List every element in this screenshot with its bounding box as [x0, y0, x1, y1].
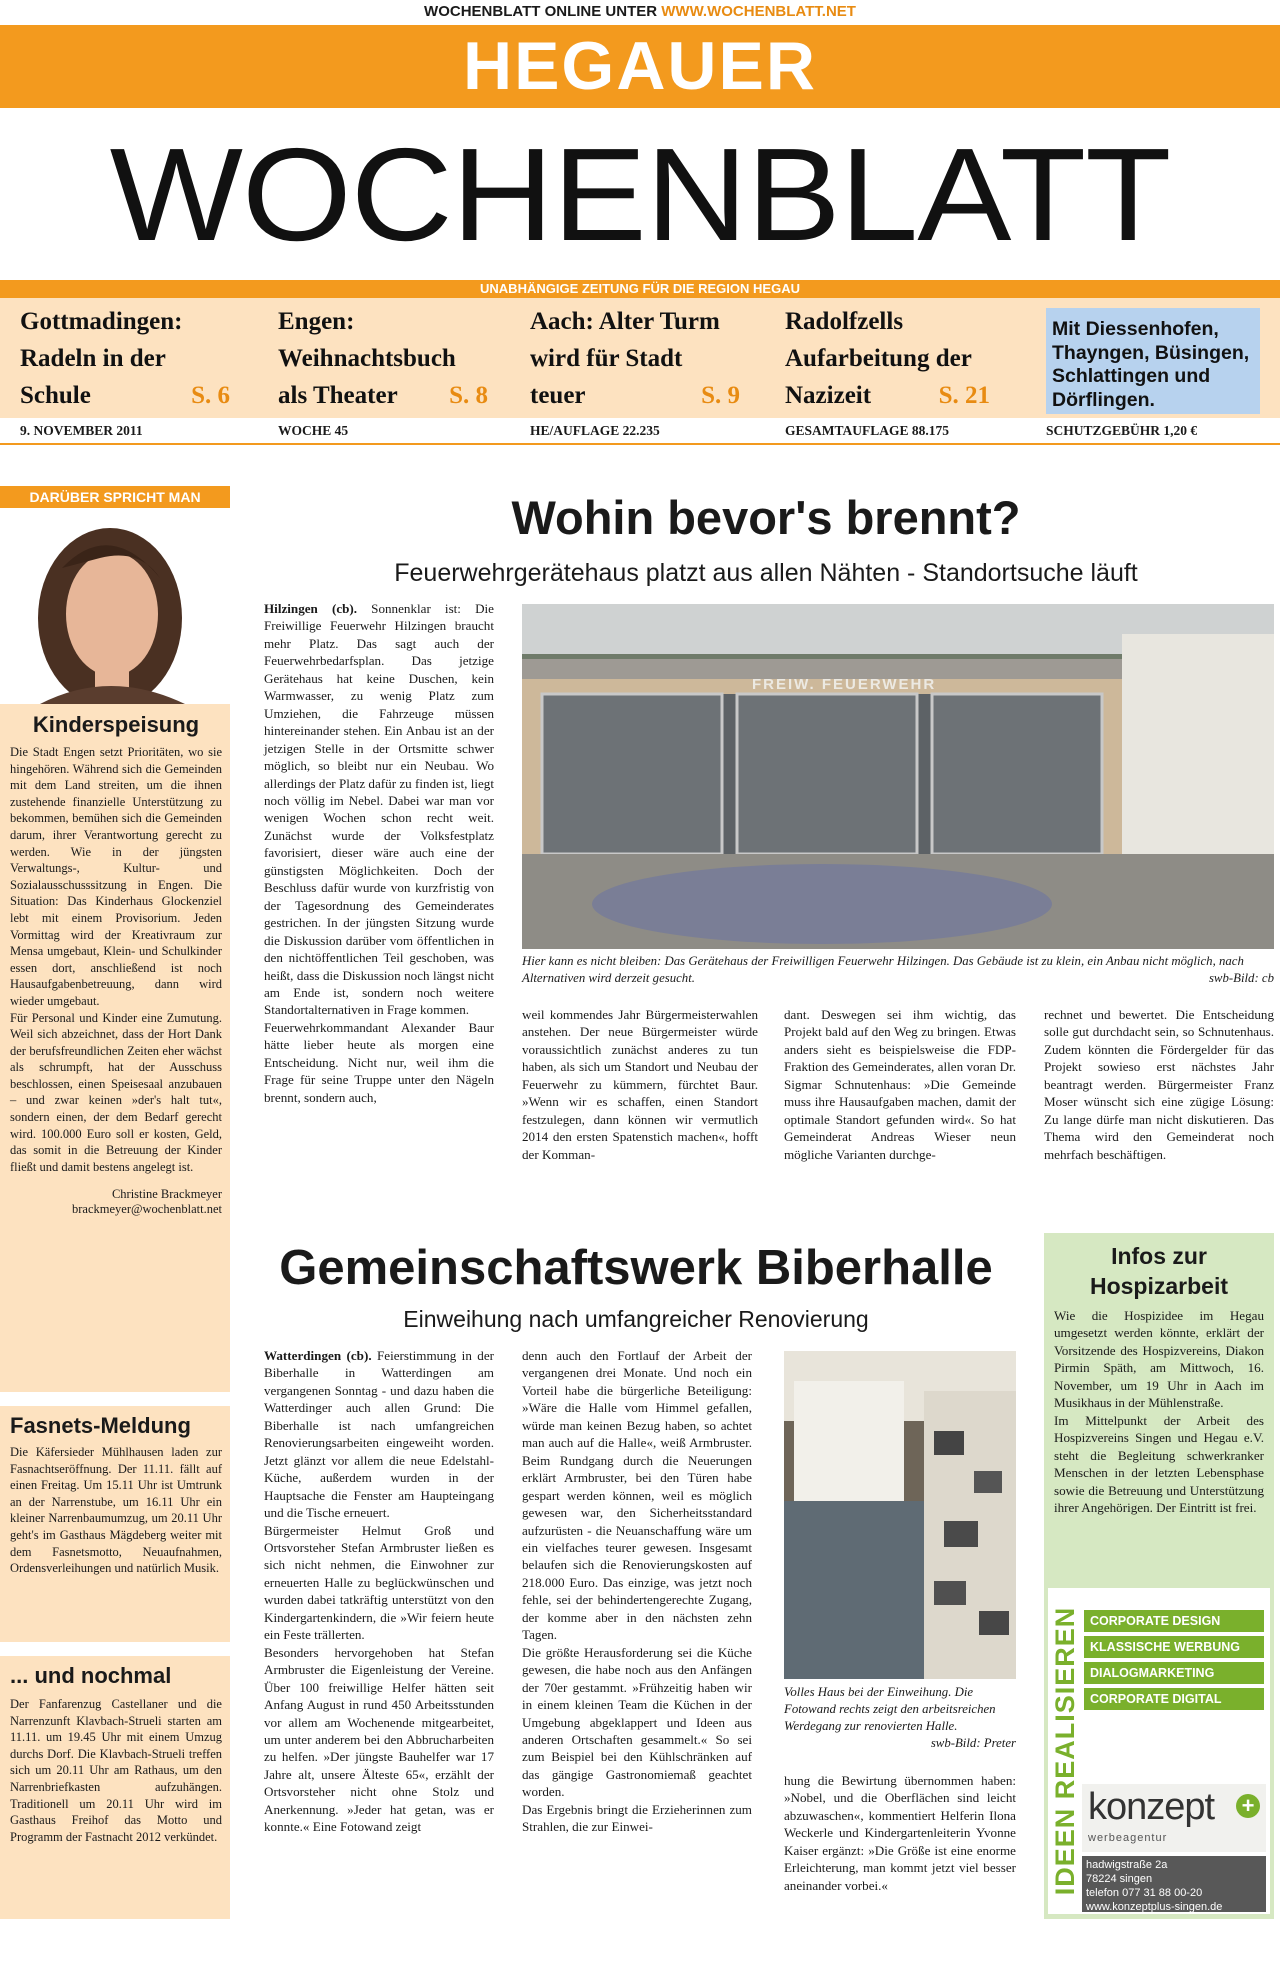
- nochmal-text: Der Fanfarenzug Castellaner und die Narrenzunft Klavbach-Strueli starten am 11.11. um 19.45 Uhr mit einem Umzug durchs Dorf. Die Klavbach-Strueli treffen sich um 20.11 Uhr am Rathaus, um den Narrenbriefkasten aufzuhängen. Traditionell um 20.11 Uhr wird im Gasthaus Freihof das Motto und Programm der Fastnacht 2012 verkündet.: [10, 1697, 222, 1844]
- sidebar: [0, 486, 230, 1919]
- teaser-line: Engen:: [278, 308, 355, 335]
- sidebar-label: DARÜBER SPRICHT MAN: [0, 486, 230, 508]
- hospiz-title-line: Hospizarbeit: [1089, 1273, 1229, 1299]
- issue-date: 9. NOVEMBER 2011: [20, 423, 143, 438]
- article1-subhead: Feuerwehrgerätehaus platzt aus allen Nähten - Standortsuche läuft: [394, 559, 1138, 587]
- article2-caption-text: Volles Haus bei der Einweihung. Die Fotowand rechts zeigt den arbeitsreichen Werdegang zur renovierten Halle.: [784, 1685, 996, 1733]
- article1-column-4: [1044, 1006, 1274, 1163]
- article2-text: Die größte Herausforderung sei die Küche gewesen, die habe noch aus den Anfängen der 70er gestammt. »Frühzeitig haben wir in einem kleinen Team die Küchen in der Umgebung abgeklappert und Ideen aus anderen Ortschaften gesammelt.« So sei zum Beispiel bei den Kühlschränken auf das gängige Gastronomiemaß geachtet worden.: [522, 1644, 752, 1800]
- ad-plus-icon: +: [1236, 1794, 1260, 1818]
- ad-service: KLASSISCHE WERBUNG: [1084, 1636, 1264, 1658]
- article2-photo-credit: swb-Bild: Preter: [930, 1736, 1016, 1750]
- ad-service: DIALOGMARKETING: [1084, 1662, 1264, 1684]
- article2-text: denn auch den Fortlauf der Arbeit der vergangenen drei Monate. Und noch ein Vorteil habe die bürgerliche Beteiligung: »Wäre die Halle vom Himmel gefallen, würde man keinen Bezug haben, so achtet man auch auf die Halle«, weiß Armbruster. Beim Rundgang durch die Neuerungen erklärt Armbruster, bei den Türen habe gespart werden können, weil es möglich gewesen war, den Sicherheitsstandard aufzurüsten - die Neuanschaffung wäre um ein vielfaches teurer gewesen. Insgesamt belaufen sich die Renovierungskosten auf 218.000 Euro. Das einzige, was jetzt noch fehle, sei der behindertengerechte Zugang, der komme aber in den nächsten zehn Tagen.: [522, 1348, 752, 1643]
- article1-caption: [522, 953, 1274, 987]
- columnist-email[interactable]: brackmeyer@wochenblatt.net: [72, 1202, 222, 1217]
- nochmal-box: [0, 1656, 230, 1919]
- ad-services: [1084, 1610, 1264, 1728]
- region-title: HEGAUER: [462, 28, 818, 104]
- teaser-line: als Theater: [278, 382, 398, 409]
- fasnets-text: Die Käfersieder Mühlhausen laden zur Fasnachtseröffnung. Der 11.11. fällt auf einen Freitag. Um 15.11 Uhr ist Umtrunk an der Narrenstube, um 16.11 Uhr ein kleiner Narrenbaumumzug, um 20.11 Uhr geht's im Gasthaus Mägdeberg weiter mit dem Fasnetsmotto, Neuaufnahmen, Ordensverleihungen und natürlich Musik.: [10, 1445, 222, 1576]
- issue-total-circulation: GESAMTAUFLAGE 88.175: [785, 423, 950, 438]
- article1-headline: Wohin bevor's brennt?: [511, 491, 1021, 544]
- ad-service: CORPORATE DIGITAL DESIGN: [1084, 1688, 1264, 1710]
- tagline: UNABHÄNGIGE ZEITUNG FÜR DIE REGION HEGAU: [480, 281, 800, 296]
- hospiz-title-line: Infos zur: [1111, 1243, 1207, 1269]
- ad-service: CORPORATE DESIGN: [1084, 1610, 1264, 1632]
- article1-dateline: Hilzingen (cb).: [264, 601, 358, 616]
- issue-circulation: HE/AUFLAGE 22.235: [530, 423, 660, 438]
- region-line: Dörflingen.: [1052, 388, 1155, 411]
- article1-text: weil kommendes Jahr Bürgermeisterwahlen anstehen. Der neue Bürgermeister würde voraussichtlich zunächst anderes zu tun haben, als sich um Standort und Neubau der Feuerwehr zu kümmern, fürchtet Baur. »Wenn wir es schaffen, einen Standort festzulegen, dann können wir vermutlich 2014 den ersten Spatenstich machen«, hofft der Komman-: [522, 1007, 758, 1162]
- teaser-line: Gottmadingen:: [20, 308, 183, 335]
- fasnets-title: Fasnets-Meldung: [10, 1413, 191, 1438]
- teaser-4[interactable]: [785, 303, 990, 414]
- teaser-1[interactable]: [20, 303, 230, 414]
- article1-photo-credit: swb-Bild: cb: [1208, 971, 1274, 985]
- region-line: Thayngen, Büsingen,: [1052, 341, 1250, 364]
- hospiz-text-2: Im Mittelpunkt der Arbeit des Hospizvereins Singen und Hegau e.V. steht die Begleitung schwerkranker Menschen in der letzten Lebensphase sowie die Betreuung und Unterstützung ihrer Angehörigen. Der Eintritt ist frei.: [1054, 1412, 1264, 1515]
- fasnets-box: [0, 1406, 230, 1642]
- region-line: Mit Diessenhofen,: [1052, 318, 1219, 340]
- article1-text: dant. Deswegen sei ihm wichtig, das Projekt bald auf den Weg zu bringen. Etwas anders sieht es beispielsweise die FDP-Fraktion des Gemeinderates, allen voran Dr. Sigmar Schnutenhaus: »Die Gemeinde muss ihre Hausaufgaben machen, damit der optimale Standort gefunden wird«. So hat Gemeinderat Andreas Wieser neun mögliche Varianten durchge-: [784, 1007, 1016, 1162]
- fire-station-photo: [522, 604, 1274, 949]
- article2-caption: [784, 1684, 1016, 1752]
- info-rule: [0, 443, 1280, 445]
- article2-column-1: [264, 1347, 494, 1836]
- ad-address-line: hadwigstraße 2a: [1086, 1859, 1168, 1871]
- ad-logo: [1082, 1784, 1266, 1852]
- teaser-line: Aach: Alter Turm: [530, 308, 720, 335]
- biberhalle-photo: [784, 1351, 1016, 1679]
- teaser-3[interactable]: [530, 303, 740, 414]
- teaser-2[interactable]: [278, 303, 488, 414]
- teaser-line: teuer: [530, 382, 586, 409]
- article1-caption-text: Hier kann es nicht bleiben: Das Gerätehaus der Freiwilligen Feuerwehr Hilzingen. Das Gebäude ist zu klein, ein Anbau nicht möglich, nach Alternativen wird derzeit gesucht.: [522, 954, 1244, 985]
- teaser-page: S. 8: [449, 382, 488, 409]
- teaser-page: S. 6: [191, 382, 230, 409]
- kinderspeisung-text-2: Für Personal und Kinder eine Zumutung. Weil sich abzeichnet, dass der Hort Dank der berufsfreundlichen Zeiten eher wächst als schrumpft, hat der Ausschuss beschlossen, einen Speisesaal anzubauen – und zwar keinen »der's halt tut«, sondern einen, der dem Bedarf gerecht wird. 100.000 Euro soll er kosten, Geld, das somit in die Betreuung der Kinder fließt und damit bestens angelegt ist.: [10, 1010, 222, 1174]
- teaser-line: Aufarbeitung der: [785, 345, 972, 372]
- article1-column-2: [522, 1006, 758, 1163]
- ad-brand: konzept: [1088, 1786, 1215, 1828]
- ad-address-line: 78224 singen: [1086, 1873, 1153, 1885]
- online-url[interactable]: WWW.WOCHENBLATT.NET: [661, 3, 856, 20]
- article2-headline: Gemeinschaftswerk Biberhalle: [279, 1241, 993, 1295]
- article1-column-1: [264, 600, 494, 1106]
- region-box: [1046, 308, 1260, 414]
- online-prefix: WOCHENBLATT ONLINE UNTER: [424, 3, 658, 20]
- article1-text: Sonnenklar ist: Die Freiwillige Feuerwehr Hilzingen braucht mehr Platz. Das sagt auch der Feuerwehrbedarfsplan. Das jetzige Gerätehaus hat keine Duschen, kein Warmwasser, zu wenig Platz zum Umziehen, die Fahrzeuge müssen hintereinander stehen. Ein Anbau ist an der jetzigen Stelle in der Ortsmitte schwer möglich, so bleibt nur ein Neubau. Wo allerdings der Platz dafür zu finden ist, liegt noch völlig im Nebel. Dabei war man vor wenigen Wochen schon recht weit. Zunächst wurde der Volksfestplatz favorisiert, dieser wäre auch eine der günstigsten Möglichkeiten. Doch der Beschluss dafür wurde von kurzfristig von der Tagesordnung des Gemeinderates gestrichen. In der jüngsten Sitzung wurde die Diskussion darüber vom öffentlichen in den nichtöffentlichen Teil geschoben, was heißt, dass die Diskussion noch längst nicht am Ende ist, sondern noch weitere Standortalternativen in Frage kommen.: [264, 601, 494, 1018]
- issue-fee: SCHUTZGEBÜHR 1,20 €: [1046, 423, 1198, 438]
- ad-vertical-slogan: IDEEN REALISIEREN: [1050, 1606, 1080, 1896]
- article2-column-2: [522, 1347, 752, 1836]
- teaser-line: Radeln in der: [20, 345, 166, 372]
- teaser-line: Schule: [20, 382, 91, 409]
- hospiz-title: [1054, 1241, 1264, 1301]
- masthead-title: WOCHENBLATT: [109, 121, 1171, 268]
- biberhalle-illustration: [784, 1351, 1016, 1679]
- ad-address-line: telefon 077 31 88 00-20: [1086, 1887, 1203, 1899]
- columnist-name: Christine Brackmeyer: [111, 1187, 222, 1202]
- teaser-line: Radolfzells: [785, 308, 904, 335]
- ad-address: [1082, 1856, 1266, 1912]
- kinderspeisung-box: [0, 704, 230, 1392]
- article1-column-3: [784, 1006, 1016, 1163]
- nochmal-title: ... und nochmal: [10, 1663, 172, 1688]
- teaser-page: S. 9: [701, 382, 740, 409]
- online-line: [0, 3, 1280, 20]
- article1-text: rechnet und bewertet. Die Entscheidung solle gut durchdacht sein, so Schnutenhaus. Zudem könnten die Fördergelder für das Projekt sowieso erst nächstes Jahr beantragt werden. Bürgermeister Franz Moser wünscht sich eine zügige Lösung: Zu lange dürfe man nicht diskutieren. Das Thema wird den Gemeinderat noch mehrfach beschäftigen.: [1044, 1007, 1274, 1162]
- article2-subhead: Einweihung nach umfangreicher Renovierung: [403, 1306, 869, 1332]
- columnist-photo: [0, 508, 230, 704]
- teaser-line: wird für Stadt: [530, 345, 683, 372]
- ad-brand-sub: werbeagentur: [1088, 1832, 1168, 1844]
- article2-dateline: Watterdingen (cb).: [264, 1348, 372, 1363]
- article2-text: Feierstimmung in der Biberhalle in Watterdingen am vergangenen Sonntag - und dazu haben die Watterdinger auch allen Grund: Die Biberhalle ist nach umfangreichen Renovierungsarbeiten eingeweiht worden. Jetzt glänzt vor allem die neue Edelstahl-Küche, außerdem wurden in der Hauptsache die Fenster am Haupteingang und die Tische erneuert.: [264, 1348, 494, 1521]
- ad-address-line[interactable]: www.konzeptplus-singen.de: [1086, 1901, 1223, 1913]
- article2-text: Das Ergebnis bringt die Erzieherinnen zum Strahlen, die zur Einwei-: [522, 1801, 752, 1835]
- teaser-line: Weihnachtsbuch: [278, 345, 456, 372]
- konzept-ad[interactable]: [1048, 1588, 1270, 1914]
- teaser-page: S. 21: [938, 382, 990, 409]
- portrait-illustration: [0, 508, 230, 704]
- article2-column-3: [784, 1772, 1016, 1894]
- fire-station-illustration: [522, 604, 1274, 949]
- article2-text: hung die Bewirtung übernommen haben: »Nobel, und die Oberflächen sind leicht abzuwaschen«, kommentiert Helferin Ilona Weckerle und Kindergartenleiterin Yvonne Kaiser ergänzt: »Die Größe ist eine enorme Erleichterung, man kommt jetzt viel besser aneinander vorbei.«: [784, 1773, 1016, 1893]
- region-line: Schlattingen und: [1052, 365, 1211, 387]
- fire-station-sign: FREIW. FEUERWEHR: [752, 676, 937, 693]
- article1-text: Feuerwehrkommandant Alexander Baur hätte lieber heute als morgen eine Entscheidung. Nicht nur, weil ihm die Frage für seine Truppe unter den Nägeln brennt, sondern auch,: [264, 1019, 494, 1105]
- hospiz-text: Wie die Hospizidee im Hegau umgesetzt werden könnte, erklärt der Vorsitzende des Hospizvereins, Diakon Pirmin Späth, am Mittwoch, 16. November, um 19 Uhr in Aach im Musikhaus in der Mühlenstraße.: [1054, 1308, 1264, 1411]
- article2-text: Besonders hervorgehoben hat Stefan Armbruster die Eigenleistung der Vereine. Über 100 freiwillige Helfer hätten seit Anfang August in rund 450 Arbeitsstunden vor allem am Wochenende mitgearbeitet, um unter anderem bei den Abbrucharbeiten zu helfen. »Der jüngste Bauhelfer war 17 Jahre alt, unsere Älteste 65«, erzählt der Ortsvorsteher nicht ohne Stolz und Anerkennung. »Jeder hat getan, was er konnte.« Eine Fotowand zeigt: [264, 1644, 494, 1835]
- kinderspeisung-title: Kinderspeisung: [32, 712, 200, 737]
- issue-week: WOCHE 45: [278, 423, 349, 438]
- teaser-line: Nazizeit: [785, 382, 872, 409]
- article2-text: Bürgermeister Helmut Groß und Ortsvorsteher Stefan Armbruster ließen es sich nicht nehmen, die Einwohner zur erneuerten Halle zu beglückwünschen und wurden dabei tatkräftig unterstützt von den Kindergartenkindern, die »Wir feiern heute ein Feste trällerten.: [264, 1522, 494, 1643]
- kinderspeisung-text: Die Stadt Engen setzt Prioritäten, wo sie hingehören. Während sich die Gemeinden mit dem Land streiten, um die ihnen zustehende finanzielle Unterstützung zu bekommen, bemühen sich die Gemeinden darum, ihrer Verantwortung gerecht zu werden. Wie in der jüngsten Verwaltungs-, Kultur- und Sozialausschusssitzung in Engen. Die Situation: Das Kinderhaus Glockenziel lebt mit einem Provisorium. Jeden Vormittag wird der Kreativraum zur Mensa umgebaut, Klein- und Schulkinder essen dort, anschließend ist noch Hausaufgabenbetreuung, dann wird wieder umgebaut.: [10, 745, 222, 1008]
